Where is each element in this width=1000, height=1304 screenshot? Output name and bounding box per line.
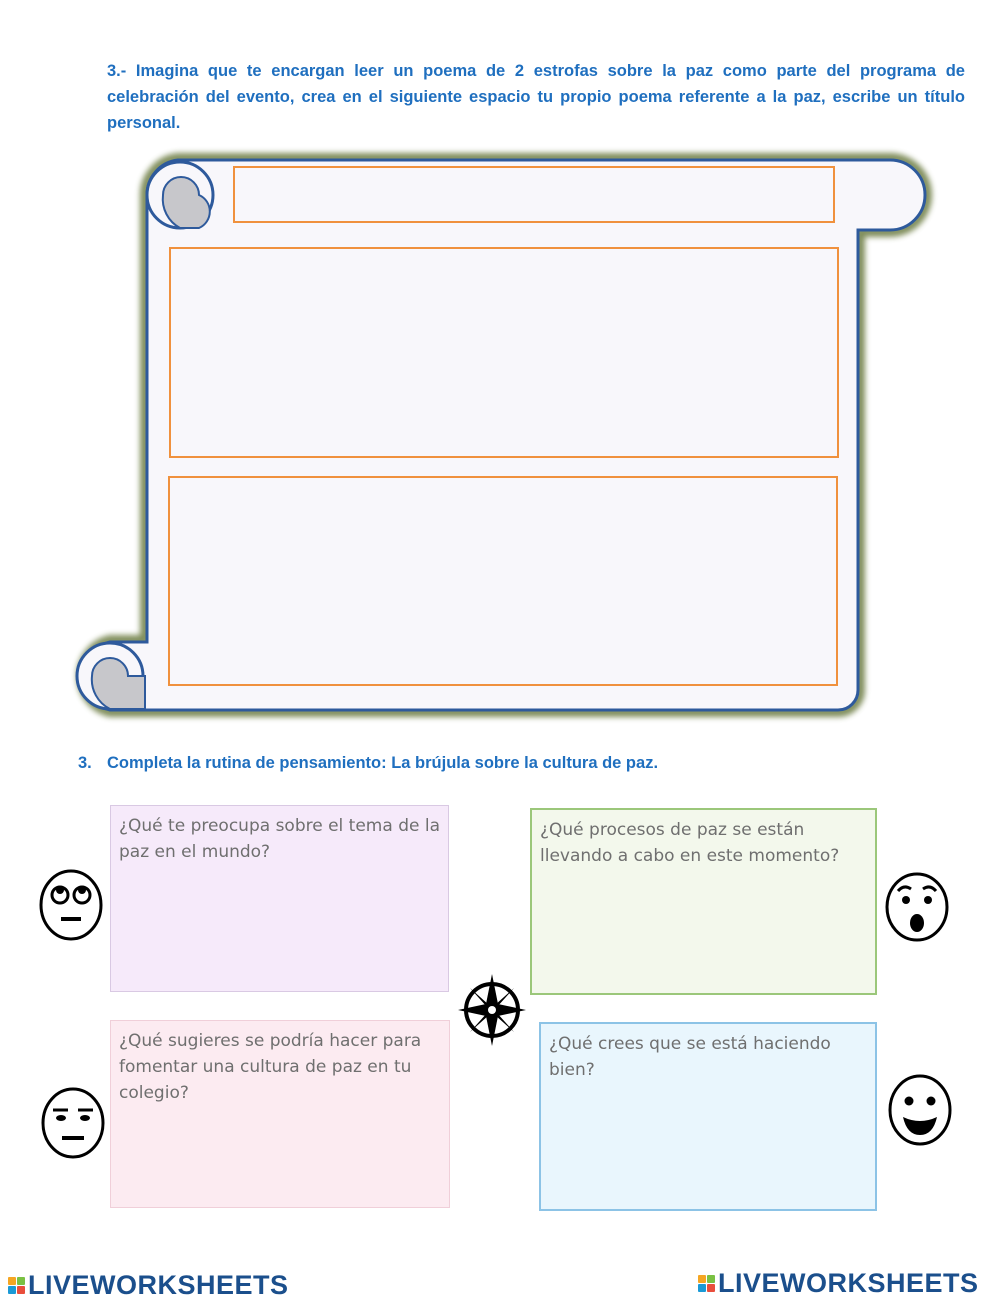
processes-question: ¿Qué procesos de paz se están llevando a cabo en este momento? [540, 820, 840, 866]
compass-instructions: 3. Completa la rutina de pensamiento: La brújula sobre la cultura de paz. [78, 754, 659, 772]
poem-stanza-1-input[interactable] [169, 247, 839, 458]
worry-box[interactable] [110, 805, 449, 992]
worried-face-icon [38, 868, 104, 942]
processes-box[interactable] [530, 808, 877, 995]
worry-question: ¿Qué te preocupa sobre el tema de la paz en el mundo? [119, 816, 440, 862]
happy-face-icon [887, 1073, 953, 1147]
liveworksheets-mark-icon [8, 1277, 25, 1294]
doing-well-box[interactable] [539, 1022, 877, 1211]
doing-well-question: ¿Qué crees que se está haciendo bien? [549, 1034, 831, 1080]
poem-stanza-2-input[interactable] [168, 476, 838, 686]
liveworksheets-mark-icon [698, 1275, 715, 1292]
poem-instructions: 3.- Imagina que te encargan leer un poema de 2 estrofas sobre la paz como parte del programa de celebración del evento, crea en el siguiente espacio tu propio poema referente a la paz, escribe un título personal. [107, 62, 965, 132]
compass-rose-icon [456, 970, 528, 1050]
liveworksheets-logo-left: LIVEWORKSHEETS [8, 1270, 289, 1301]
neutral-face-icon [40, 1086, 106, 1160]
liveworksheets-logo-right: LIVEWORKSHEETS [698, 1268, 979, 1299]
poem-title-input[interactable] [233, 166, 835, 223]
suggestions-question: ¿Qué sugieres se podría hacer para fomentar una cultura de paz en tu colegio? [119, 1031, 422, 1103]
suggestions-box[interactable] [110, 1020, 450, 1208]
surprised-face-icon [884, 871, 950, 943]
